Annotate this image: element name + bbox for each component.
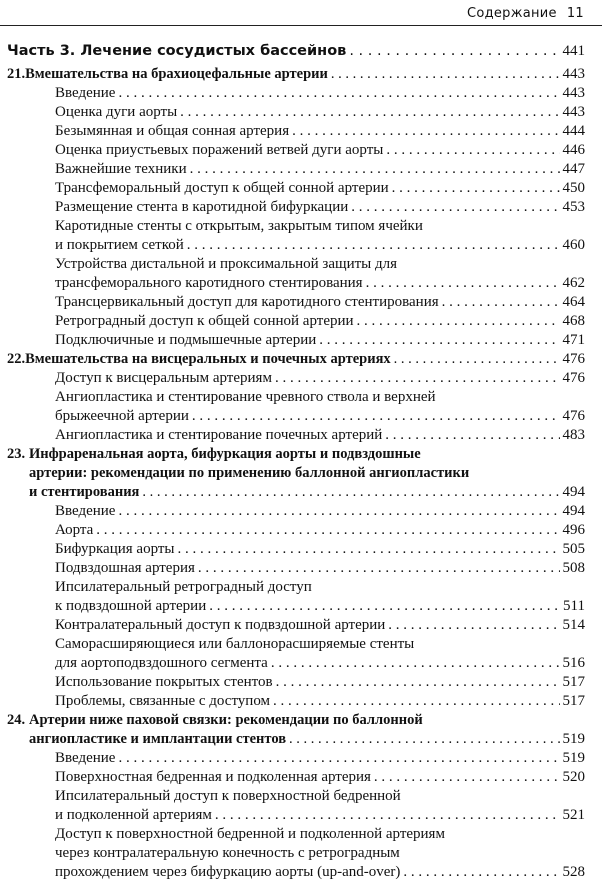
entry-title: Проблемы, связанные с доступом	[55, 693, 271, 709]
entry-line	[55, 160, 585, 179]
entry-title: Размещение стента в каротидной бифуркации	[55, 199, 349, 215]
dot-leader	[351, 198, 559, 217]
entry-line	[55, 331, 585, 350]
chapter-page-number: 519	[562, 731, 585, 747]
toc-entry[interactable]	[7, 179, 585, 198]
chapter-title: Инфраренальная аорта, бифуркация аорты и подвздошные	[29, 446, 421, 462]
chapter-title: Вмешательства на висцеральных и почечных артериях	[25, 351, 391, 367]
entry-line	[55, 844, 585, 863]
entry-line	[55, 426, 585, 445]
chapter-title: артерии: рекомендации по применению баллонной ангиопластики	[29, 465, 470, 481]
entry-page-number: 471	[562, 332, 585, 348]
entry-title: и покрытием сеткой	[55, 237, 184, 253]
entry-page-number: 468	[562, 313, 585, 329]
entry-line	[55, 559, 585, 578]
toc-entry[interactable]	[7, 426, 585, 445]
dot-leader	[289, 730, 559, 749]
entry-line	[55, 84, 585, 103]
entry-title: Аорта	[55, 522, 94, 538]
toc-entry[interactable]	[7, 388, 585, 426]
entry-page-number: 517	[562, 693, 585, 709]
entry-title: Ангиопластика и стентирование чревного ствола и верхней	[55, 389, 436, 405]
entry-page-number: 519	[562, 750, 585, 766]
entry-line	[55, 274, 585, 293]
entry-page-number: 505	[562, 541, 585, 557]
dot-leader	[442, 293, 560, 312]
entry-page-number: 446	[562, 142, 585, 158]
entry-title: Ипсилатеральный ретроградный доступ	[55, 579, 312, 595]
dot-leader	[374, 768, 560, 787]
entry-line	[55, 502, 585, 521]
dot-leader	[209, 597, 560, 616]
entry-line	[55, 616, 585, 635]
part-title: Часть 3. Лечение сосудистых бассейнов	[7, 43, 347, 59]
toc-entry[interactable]	[7, 160, 585, 179]
entry-line	[55, 179, 585, 198]
part-page-number: 441	[562, 43, 585, 59]
entry-line	[55, 768, 585, 787]
dot-leader	[118, 84, 559, 103]
entry-page-number: 528	[562, 864, 585, 880]
entry-title: Введение	[55, 503, 116, 519]
toc-entry[interactable]	[7, 312, 585, 331]
dot-leader	[198, 559, 560, 578]
dot-leader	[180, 103, 559, 122]
entry-line	[55, 597, 585, 616]
entry-title: Оценка дуги аорты	[55, 104, 178, 120]
toc-entry[interactable]	[7, 502, 585, 521]
dot-leader	[331, 65, 560, 84]
entry-line	[55, 198, 585, 217]
entry-line	[55, 141, 585, 160]
toc-entry[interactable]	[7, 103, 585, 122]
chapter-line	[7, 483, 585, 502]
toc-entry[interactable]	[7, 616, 585, 635]
toc-entry[interactable]	[7, 369, 585, 388]
entry-title: через контралатеральную конечность с ретроградным	[55, 845, 400, 861]
entry-page-number: 517	[562, 674, 585, 690]
toc-entry[interactable]	[7, 331, 585, 350]
toc-entry[interactable]	[7, 559, 585, 578]
chapter-title: и стентирования	[29, 484, 140, 500]
entry-title: Ангиопластика и стентирование почечных артерий	[55, 427, 383, 443]
entry-title: Саморасширяющиеся или баллонорасширяемые стенты	[55, 636, 415, 652]
chapter-title: ангиопластике и имплантации стентов	[29, 731, 287, 747]
entry-page-number: 447	[562, 161, 585, 177]
toc-entry[interactable]	[7, 768, 585, 787]
page-header	[0, 0, 602, 38]
entry-line	[55, 654, 585, 673]
toc-entry[interactable]	[7, 198, 585, 217]
toc-entry[interactable]	[7, 141, 585, 160]
dot-leader	[403, 863, 559, 882]
toc-entry[interactable]	[7, 255, 585, 293]
dot-leader	[394, 350, 560, 369]
entry-title: Устройства дистальной и проксимальной защиты для	[55, 256, 397, 272]
entry-title: Бифуркация аорты	[55, 541, 175, 557]
chapter-line	[7, 65, 585, 84]
chapter-heading[interactable]	[7, 711, 585, 749]
entry-line	[55, 749, 585, 768]
entry-line	[55, 863, 585, 882]
entry-title: Трансцервикальный доступ для каротидного стентирования	[55, 294, 439, 310]
chapter-page-number: 476	[562, 351, 585, 367]
toc-entry[interactable]	[7, 787, 585, 825]
entry-title: Контралатеральный доступ к подвздошной артерии	[55, 617, 386, 633]
entry-page-number: 520	[562, 769, 585, 785]
entry-title: для аортоподвздошного сегмента	[55, 655, 268, 671]
dot-leader	[386, 141, 559, 160]
dot-leader	[142, 483, 559, 502]
chapter-number: 21.	[7, 66, 26, 82]
dot-leader	[215, 806, 560, 825]
table-of-contents	[7, 40, 585, 882]
entry-page-number: 496	[562, 522, 585, 538]
toc-entry[interactable]	[7, 521, 585, 540]
part-heading[interactable]	[7, 40, 585, 62]
dot-leader	[388, 616, 559, 635]
entry-line	[55, 673, 585, 692]
entry-title: Введение	[55, 750, 116, 766]
entry-title: брыжеечной артерии	[55, 408, 189, 424]
dot-leader	[118, 749, 559, 768]
chapter-heading[interactable]	[7, 65, 585, 84]
entry-page-number: 494	[562, 503, 585, 519]
dot-leader	[357, 312, 560, 331]
dot-leader	[319, 331, 559, 350]
entry-page-number: 516	[562, 655, 585, 671]
entry-line	[55, 103, 585, 122]
entry-page-number: 521	[562, 807, 585, 823]
entry-title: Использование покрытых стентов	[55, 674, 273, 690]
chapter-title: Артерии ниже паховой связки: рекомендации по баллонной	[29, 712, 423, 728]
entry-page-number: 443	[562, 85, 585, 101]
chapter-line	[7, 464, 585, 483]
dot-leader	[118, 502, 559, 521]
dot-leader	[190, 160, 560, 179]
entry-title: Подключичные и подмышечные артерии	[55, 332, 317, 348]
entry-page-number: 508	[562, 560, 585, 576]
toc-entry[interactable]	[7, 217, 585, 255]
entry-line	[55, 236, 585, 255]
entry-line	[55, 369, 585, 388]
chapter-line	[7, 730, 585, 749]
entry-title: Оценка приустьевых поражений ветвей дуги аорты	[55, 142, 384, 158]
entry-line	[55, 825, 585, 844]
chapter-heading[interactable]	[7, 445, 585, 502]
entry-title: Важнейшие техники	[55, 161, 187, 177]
dot-leader	[96, 521, 559, 540]
dot-leader	[273, 692, 559, 711]
chapter-number: 22.	[7, 351, 26, 367]
toc-entry[interactable]	[7, 540, 585, 559]
dot-leader	[271, 654, 560, 673]
entry-title: Подвздошная артерия	[55, 560, 195, 576]
entry-page-number: 462	[562, 275, 585, 291]
entry-line	[55, 312, 585, 331]
chapter-heading[interactable]	[7, 350, 585, 369]
running-head-page: 11	[566, 6, 584, 21]
entry-title: прохождением через бифуркацию аорты (up-and-over)	[55, 864, 401, 880]
dot-leader	[276, 673, 560, 692]
dot-leader	[292, 122, 559, 141]
entry-page-number: 464	[562, 294, 585, 310]
entry-page-number: 483	[562, 427, 585, 443]
entry-title: к подвздошной артерии	[55, 598, 207, 614]
chapter-page-number: 443	[562, 66, 585, 82]
entry-page-number: 444	[562, 123, 585, 139]
dot-leader	[392, 179, 560, 198]
entry-page-number: 443	[562, 104, 585, 120]
entry-title: трансфеморального каротидного стентирования	[55, 275, 363, 291]
chapter-line	[7, 445, 585, 464]
entry-line	[55, 122, 585, 141]
dot-leader	[385, 426, 559, 445]
running-head-title: Содержание	[466, 6, 557, 21]
entry-line	[55, 692, 585, 711]
entry-title: Поверхностная бедренная и подколенная артерия	[55, 769, 371, 785]
dot-leader	[275, 369, 560, 388]
toc-entry[interactable]	[7, 84, 585, 103]
toc-entry[interactable]	[7, 635, 585, 673]
toc-entry[interactable]	[7, 692, 585, 711]
toc-entry[interactable]	[7, 749, 585, 768]
toc-entry[interactable]	[7, 673, 585, 692]
entry-line	[55, 521, 585, 540]
entry-line	[55, 787, 585, 806]
entry-line	[55, 388, 585, 407]
dot-leader	[349, 40, 559, 62]
entry-page-number: 514	[562, 617, 585, 633]
toc-entry[interactable]	[7, 578, 585, 616]
entry-title: Ретроградный доступ к общей сонной артерии	[55, 313, 354, 329]
chapter-number: 23.	[7, 446, 26, 462]
entry-page-number: 476	[562, 370, 585, 386]
entry-page-number: 460	[562, 237, 585, 253]
chapter-page-number: 494	[562, 484, 585, 500]
entry-title: и подколенной артериям	[55, 807, 212, 823]
entry-line	[55, 578, 585, 597]
running-head	[467, 6, 584, 21]
chapter-number: 24.	[7, 712, 26, 728]
chapter-title: Вмешательства на брахиоцефальные артерии	[25, 66, 328, 82]
entry-title: Каротидные стенты с открытым, закрытым типом ячейки	[55, 218, 423, 234]
entry-page-number: 453	[562, 199, 585, 215]
dot-leader	[178, 540, 560, 559]
entry-line	[55, 540, 585, 559]
entry-title: Безымянная и общая сонная артерия	[55, 123, 290, 139]
entry-title: Доступ к висцеральным артериям	[55, 370, 272, 386]
entry-line	[55, 217, 585, 236]
dot-leader	[192, 407, 560, 426]
entry-line	[55, 293, 585, 312]
toc-entry[interactable]	[7, 825, 585, 882]
dot-leader	[187, 236, 560, 255]
entry-line	[55, 407, 585, 426]
entry-line	[55, 255, 585, 274]
entry-page-number: 450	[562, 180, 585, 196]
dot-leader	[366, 274, 560, 293]
toc-entry[interactable]	[7, 122, 585, 141]
chapter-line	[7, 350, 585, 369]
entry-line	[55, 635, 585, 654]
chapter-line	[7, 711, 585, 730]
entry-title: Доступ к поверхностной бедренной и подколенной артериям	[55, 826, 445, 842]
entry-title: Введение	[55, 85, 116, 101]
entry-title: Трансфеморальный доступ к общей сонной артерии	[55, 180, 389, 196]
entry-page-number: 476	[562, 408, 585, 424]
entry-line	[55, 806, 585, 825]
entry-page-number: 511	[563, 598, 585, 614]
entry-title: Ипсилатеральный доступ к поверхностной бедренной	[55, 788, 401, 804]
toc-entry[interactable]	[7, 293, 585, 312]
